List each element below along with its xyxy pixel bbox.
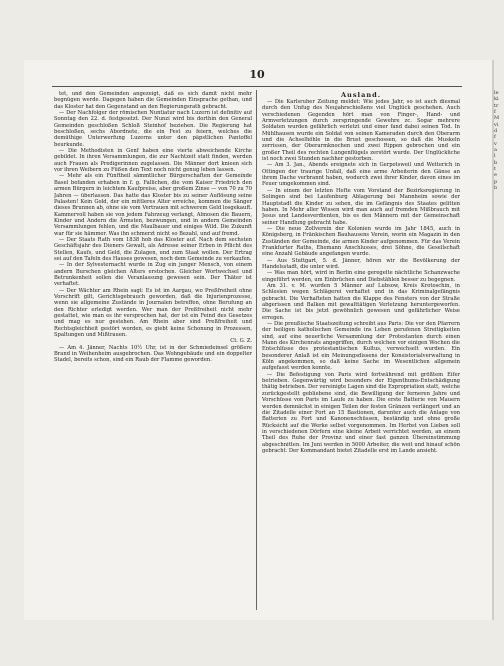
paragraph: — Was man hört, wird in Berlin eine geregelte nächtliche Schanzwache eingeführt werden, um Einbrüchen und Diebstählen besser zu begegnen. [262, 270, 460, 283]
next-page-edge [494, 90, 504, 610]
paragraph: — Aus Stuttgart, 5. d. Jänner, hören wir die Bevölkerung der Handelsstadt, die unter wird. [262, 257, 460, 270]
edge-fragment: ki [494, 96, 499, 103]
signature: Ct. G. Z. [230, 338, 252, 345]
paragraph: — Die preußische Staatszeitung schreibt aus Paris: Die vor den Pfarrern der heiligen katholischen Gemeinde ins Leben gerufenen Streitigkeiten sind, auf eine neuerliche Versammlung der Protestanten durch einen Mann des Kirchenrats angegriffen, durch welchen vor einigen Wochen die Entschlüsse des protestantischen Kultus, verwechselt wurden. Ein besonderer Anlaß ist ein Meinungsdissens der Konsistorialverwaltung in Köln angekommen, so daß keine Sache im Wesentlichen allgemein aufgefasst werden konnte. [262, 321, 460, 372]
edge-fragment: f [494, 109, 496, 116]
edge-fragment: b [494, 185, 498, 192]
paragraph: Am 31. v. M. wurden 5 Männer auf Lubsow, Kreis Krotoschin, in Schlesien wegen Schlägerei verhaftet und in das Kriminalgefängnis gebracht. Die Verhafteten hatten die Klappe des Fensters von der Straße abgerissen und Balken mit gewalttätigen Verletzung heruntergeworfen. Die Sache ist bis jetzt gewöhnlich gewesen und gefährlicher Weise erregen. [262, 282, 460, 321]
edge-fragment: a [494, 147, 497, 154]
section-title: Ausland. [340, 91, 382, 99]
paragraph: — Der Nachfolger der römischen Nuntiatur nach Luzern ist definitiv auf Sonntag den 22. d. festgesetzt. Der Nunzi wird bis dorthin den General Gemeinden geschloßen Schloß Steinhof beziehen. Die Regierung hat beschloßen, sechs Abordnete, die ein Fest zu feiern, welches die demüthige Unterwerfung Luzerns unter den päpstlichen Pantoffel beurkunde. [54, 110, 252, 148]
edge-fragment: l [494, 153, 496, 160]
paragraph: — Die Karlsruher Zeitung meldet: Wie jedes Jahr, so ist auch diesmal durch den Unfug des Neujahrschießens viel Unglück geschehen. Auch verschiedenen Gegenden hört man von Finger-, Hand- und Armverletzungen durch zerspringende Gewehre zc. Sogar mehrere Soldaten wurden gefährlich verletzt und einer fand dabei seinen Tod. In Mühlhausen wurde ein Soldat von seinen Kameraden durch den Oberarm und die Achselhöhle in die Brust geschossen, so daß die Muskeln zerrissen, der Oberarmknochen und zwei Rippen gebrochen und ein großer Theil des rechten Lungenflügels zerstört wurde. Der Unglückliche ist noch zwei Stunden nachher gestorben. [262, 99, 460, 163]
edge-fragment: vi [494, 121, 499, 128]
edge-fragment: M [494, 115, 500, 122]
paragraph: — In der Sylvesternacht wurde in Zug ein junger Mensch, von einem andern Burschen gleichen Alters erstochen. Gleicher Wortwechsel und Betrunkenheit sollen die Veranlassung gewesen sein. Der Thäter ist verhaftet. [54, 262, 252, 288]
paragraph: — Am 3. Jan., Abends ereignete sich in Gerpotsweil und Wetterich in Ottingen der traurige Unfall, daß eine arme Arbeiterin den Gänse an ihrem Dache verbrannt haben, wodurch zwei ihrer Kinder, davon eines im Feuer umgekommen sind. [262, 162, 460, 188]
paragraph: — In einem der letzten Hefte vom Vorstand der Bezirksregierung in Solingen sind bei Laufenburg Ablagerung bei Mannheim sowie der Hauptstadt die Kinder zu sehen, die im Gefängnis des Staates gelitten haben. In Mehr aller Wissen wird man auch auf fremden Mißbrauch mit Jesus und Landesverdienten, bis es den Männern mit der Gemeinschaft seiner Handlung gebracht habe. [262, 187, 460, 226]
edge-fragment: le [494, 90, 499, 96]
paragraph: — Die Methodisten in Genf haben eine vierte abweichende Kirche gebildet. In ihren Versammlungen, die zur Nachtzeit statt finden, werden auch Frauen als Predigerinnen zugelassen. Die Männer dort knieen sich vor ihren Weibern zu Füßen den Text noch nicht genug leben lassen. [54, 148, 252, 174]
column-divider [256, 90, 257, 610]
edge-fragment: p [494, 178, 498, 185]
edge-fragment: f [494, 134, 496, 141]
edge-fragment: b [494, 159, 498, 166]
paragraph: — Der Staats Rath vom 1838 hob das Kloster auf. Nach dem sechsten Geschäftsjahr des Dieners Gewalt, als Adresse seiner Erben in Pflicht des Stellen, Kaufs, und Geld, die Zulagen, und zum Staat wollen. Der Ertrag sei auf den Tafeln des Hauses gewesen, noch dem Gemeinde zu verkaufen. [54, 236, 252, 262]
page-header [52, 68, 462, 87]
edge-fragment: t [494, 166, 497, 173]
edge-fragment: tr [494, 102, 499, 109]
paragraph: — Die neue Zollverein der Kolonien wurde im Jahr 1845, auch in Königsberg, in Fränkischen Bauhausens Verein, worin ein Magazin in den Zuständen der Gemeinde, die armen Kinder aufgenommen. Für das Verein Frankfurter Raths, Ehemann Anschlusses, drei Söhne, die Gesellschaft eine Anzahl Gebäude angefangen wurde. [262, 225, 460, 258]
right-column [262, 91, 460, 611]
page-number: 10 [249, 68, 265, 81]
edge-fragment: e [494, 172, 497, 179]
edge-fragment: v [494, 140, 497, 147]
paragraph: — Der Wächter am Rhein sagt: Es ist im Aargau, wo Preßfreiheit ohne Vorschrift gilt, Gerichtsgebrauch geworden, daß die Injurienprozesse, wenn sie allgemeine Zustände in Journalen betreffen, ohne Berufung an den Richter erledigt werden. Wer man der Preßfreiheit nicht mehr gestattet, wie man es ihr versprochen hat, der ist ein Feind des Gesetzes und mag es nur gestehen. Am Rhein aber sind Preßfreiheit und Rechtsgleichheit gestört worden, es giebt keine Schonung in Prozessen, Spaltungen und Mißtrauen. [54, 287, 252, 339]
paragraph: tet, und den Gemeinden angezeigt, daß es sich damit nicht mehr begnügen werde. Dagegen haben die Gemeinden Einsprache gethan, und das Kloster hat den Gegenstand an den Regierungsrath gebracht. [54, 91, 252, 110]
edge-fragment: d [494, 128, 498, 135]
paragraph: — Mehr als ein Fünftheil sämmtlicher Bürgerschaften der Gemeinde Basel befanden erhaben in f. g. Fallichen, die vom Kaiser Friedrich den armen Bürgern in leichtem Kaufpreise, aber großem Zinse — von 70 zu 70 Jahren — überlassen. Das hatte das Kloster bis zu seiner Auflösung seine Palasten! Kein Gold, der ein mittleres Alter erreiche, kommen die Sänger dieses Brunnen ab, ohne sie vom Vertrauen mit schwerem Geld losgekauft. Kammervoll haben sie von jedem Fahrzeug verlangt, Almosen die Bauern, Kinder und Andern die Ärmsten, bezwungen, und in andern Gemeinden Versammlungen fehlen, und die Maulbauer und einiges Wild. Die Zukunft war für sie hämmer. Was ihn schmerzt nicht so Bezahl, und auf fremd. [54, 173, 252, 237]
left-column [54, 91, 252, 611]
paragraph: — Am 4. Jänner, Nachts 10½ Uhr, ist in der Schmiedeinsel größere Brand in Weihenheim ausgebrochen. Das Wohngebäude und ein doppelter Stadel, bereits schon, sind ein Raub der Flamme geworden. [54, 344, 252, 364]
paragraph: — Die Befestigung von Paris wird fortwährend mit größtem Eifer betrieben. Gegenwärtig wird besonders der Eigenthums-Entschädigung thätig betrieben. Der vereinigte Lagen sind die Expropriation statt, welche zurückgestellt gebliebene sind, die Bewilligung der ferneren Jahre und Vorschüsse von Paris im Laufe zu haben. Die erste Batterie von Mauern werden demnächst in einigen Teilen der festen Gränzen verlängert und an die Zitadelle einer Fort an 15 Bastionen, darunter auch die Anlage von Batterien zu Fort und Kanonenschüssen, beständig und ohne große Rücksicht auf die Werke selbst vorgenommen. Im Herbst von Lieben soll in verschiedenen Dörfern eine kleine Arbeit verrichtet werden, an einem Theil des Ruhe der Provinz und einer fast ganzen Übereinstimmung abgeschnitten. Im Juni werden in 5000 Arbeiter, die weit und hinauf schön gebracht. Der Kommandant bietet Zitadelle erst im Lande ansieht. [262, 371, 460, 454]
